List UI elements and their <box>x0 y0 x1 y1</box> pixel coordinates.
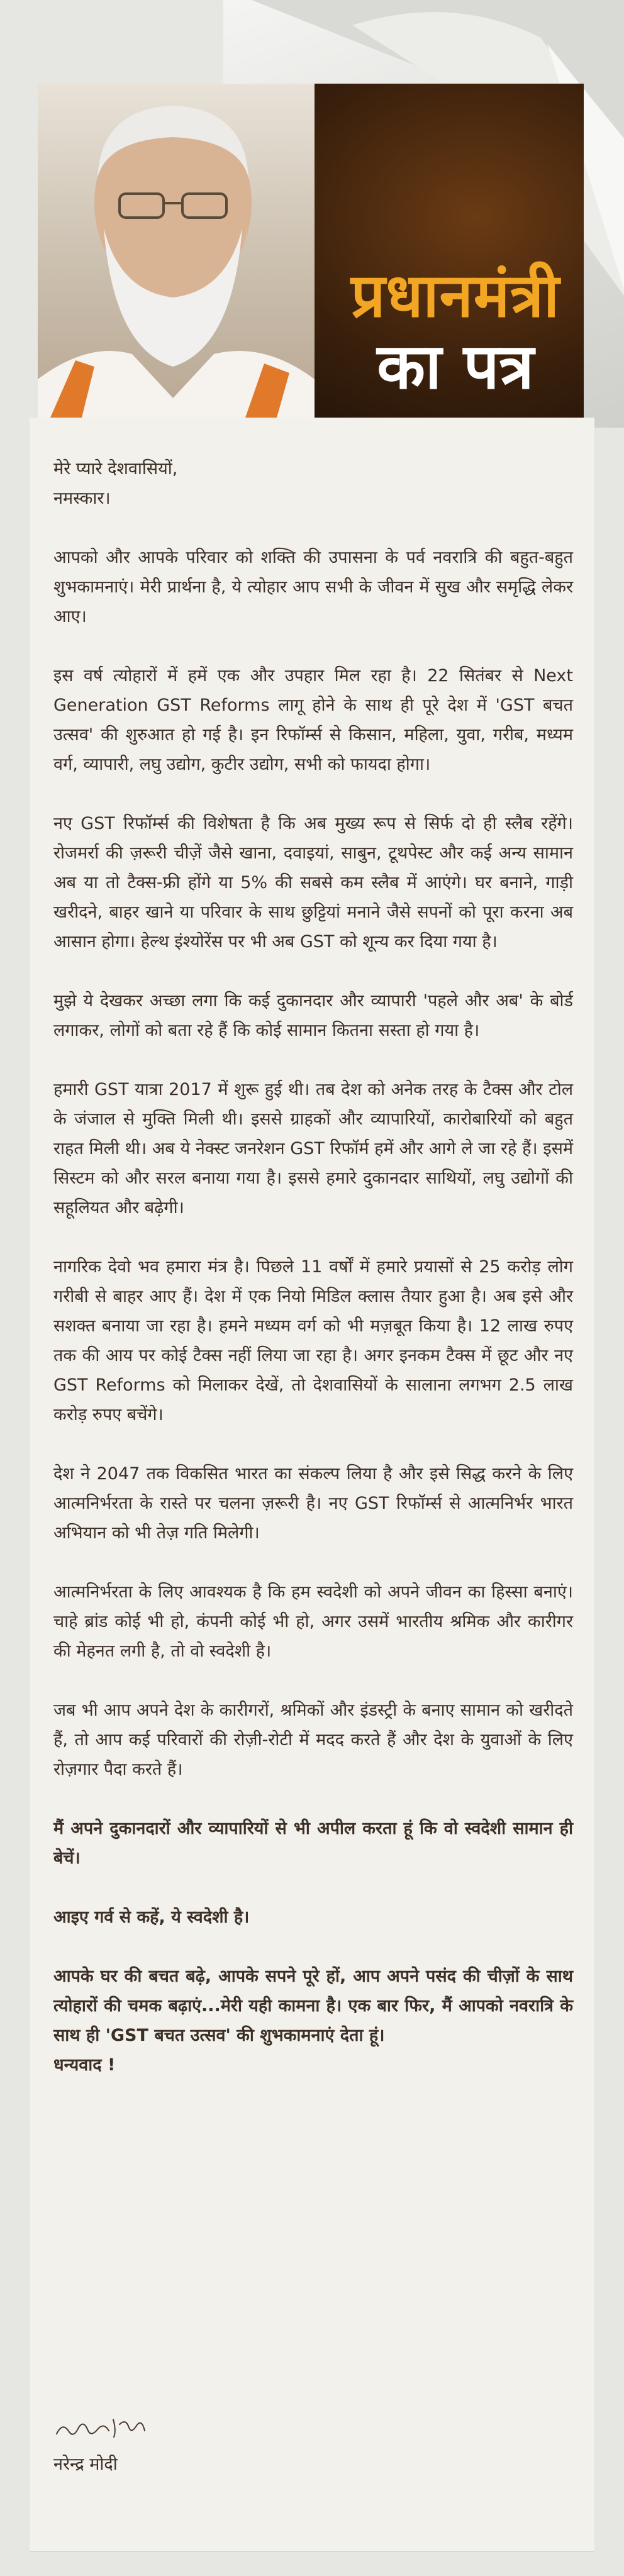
portrait-photo <box>38 84 315 418</box>
closing: धन्यवाद ! <box>53 2055 116 2075</box>
greeting: नमस्कार। <box>53 489 111 508</box>
wishes-paragraph: आपके घर की बचत बढ़े, आपके सपने पूरे हों, आप अपने पसंद की चीज़ों के साथ त्योहारों की चमक बढ़ाएं...मेरी यही कामना है। एक बार फिर, मैं आपको नवरात्रि के साथ ही 'GST बचत उत्सव' की शुभकामनाएं देता हूं। <box>53 1967 573 2045</box>
portrait-illustration <box>38 84 315 418</box>
letter-paragraph: इस वर्ष त्योहारों में हमें एक और उपहार मिल रहा है। 22 सितंबर से Next Generation GST Reforms लागू होने के साथ ही पूरे देश में 'GST बचत उत्सव' की शुरुआत हो गई है। इन रिफॉर्म्स से किसान, महिला, युवा, गरीब, मध्यम वर्ग, व्यापारी, लघु उद्योग, कुटीर उद्योग, सभी को फायदा होगा। <box>53 666 573 774</box>
swadeshi-slogan: आइए गर्व से कहें, ये स्वदेशी है। <box>53 1907 250 1927</box>
letter-paragraph: देश ने 2047 तक विकसित भारत का संकल्प लिया है और इसे सिद्ध करने के लिए आत्मनिर्भरता के रास्ते पर चलना ज़रूरी है। नए GST रिफॉर्म्स से आत्मनिर्भर भारत अभियान को भी तेज़ गति मिलेगी। <box>53 1464 573 1543</box>
letter-paragraph: नागरिक देवो भव हमारा मंत्र है। पिछले 11 वर्षों में हमारे प्रयासों से 25 करोड़ लोग गरीबी से बाहर आए हैं। देश में एक नियो मिडिल क्लास तैयार हुआ है। अब इसे और सशक्त बनाया जा रहा है। हमने मध्यम वर्ग को भी मज़बूत किया है। 12 लाख रुपए तक की आय पर कोई टैक्स नहीं लिया जा रहा है। अगर इनकम टैक्स में छूट और नए GST Reforms को मिलाकर देखें, तो देशवासियों के सालाना लगभग 2.5 लाख करोड़ रुपए बचेंगे। <box>53 1257 573 1424</box>
letter-body <box>53 454 573 2109</box>
signature-scribble <box>53 2412 148 2443</box>
header-banner <box>38 84 584 418</box>
salutation: मेरे प्यारे देशवासियों, <box>53 459 178 479</box>
title-line-1: प्रधानमंत्री <box>350 260 560 331</box>
signer-name: नरेन्द्र मोदी <box>53 2455 118 2474</box>
letter-paragraph: आपको और आपके परिवार को शक्ति की उपासना के पर्व नवरात्रि की बहुत-बहुत शुभकामनाएं। मेरी प्रार्थना है, ये त्योहार आप सभी के जीवन में सुख और समृद्धि लेकर आए। <box>53 548 573 626</box>
paper-divider <box>30 2551 594 2552</box>
signature <box>53 2412 148 2443</box>
letter-paragraph: हमारी GST यात्रा 2017 में शुरू हुई थी। तब देश को अनेक तरह के टैक्स और टोल के जंजाल से मुक्ति मिली थी। इससे ग्राहकों और व्यापारियों, कारोबारियों को बहुत राहत मिली थी। अब ये नेक्स्ट जनरेशन GST रिफॉर्म हमें और आगे ले जा रहे हैं। इसमें सिस्टम को और सरल बनाया गया है। इससे हमारे दुकानदार साथियों, लघु उद्योगों की सहूलियत और बढ़ेगी। <box>53 1080 573 1218</box>
title-line-2: का पत्र <box>377 330 534 404</box>
letter-paragraph: नए GST रिफॉर्म्स की विशेषता है कि अब मुख्य रूप से सिर्फ दो ही स्लैब रहेंगे। रोजमर्रा की ज़रूरी चीज़ें जैसे खाना, दवाइयां, साबुन, टूथपेस्ट और कई अन्य सामान अब या तो टैक्स-फ्री होंगे या 5% की सबसे कम स्लैब में आएंगे। घर बनाने, गाड़ी खरीदने, बाहर खाने या परिवार के साथ छुट्टियां मनाने जैसे सपनों को पूरा करना अब आसान होगा। हेल्थ इंश्योरेंस पर भी अब GST को शून्य कर दिया गया है। <box>53 814 573 952</box>
banner-title <box>351 261 560 402</box>
letter-paragraph: मुझे ये देखकर अच्छा लगा कि कई दुकानदार और व्यापारी 'पहले और अब' के बोर्ड लगाकर, लोगों को बता रहे हैं कि कोई सामान कितना सस्ता हो गया है। <box>53 991 573 1040</box>
letter-paragraph: आत्मनिर्भरता के लिए आवश्यक है कि हम स्वदेशी को अपने जीवन का हिस्सा बनाएं। चाहे ब्रांड कोई भी हो, कंपनी कोई भी हो, अगर उसमें भारतीय श्रमिक और कारीगर की मेहनत लगी है, तो वो स्वदेशी है। <box>53 1582 573 1661</box>
appeal-paragraph: मैं अपने दुकानदारों और व्यापारियों से भी अपील करता हूं कि वो स्वदेशी सामान ही बेचें। <box>53 1819 573 1868</box>
letter-paragraph: जब भी आप अपने देश के कारीगरों, श्रमिकों और इंडस्ट्री के बनाए सामान को खरीदते हैं, तो आप कई परिवारों की रोज़ी-रोटी में मदद करते हैं और देश के युवाओं के लिए रोज़गार पैदा करते हैं। <box>53 1701 573 1779</box>
